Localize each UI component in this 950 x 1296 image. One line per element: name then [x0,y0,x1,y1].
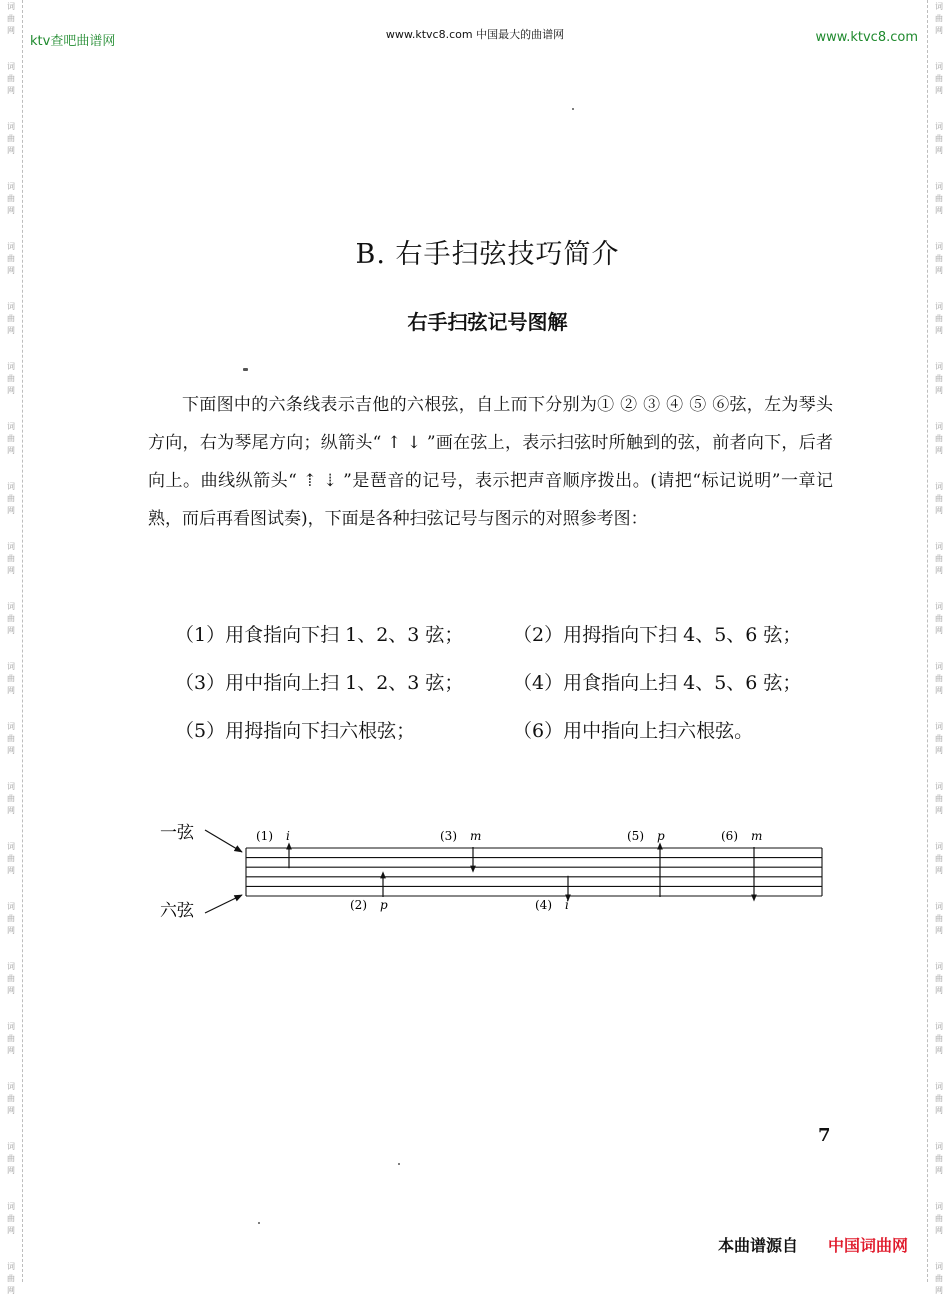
side-watermark-char: 曲 [7,494,15,503]
side-watermark-char: 网 [935,806,943,815]
side-watermark-char: 词 [935,62,943,71]
side-watermark-char: 词 [7,1082,15,1091]
side-watermark-char: 网 [7,866,15,875]
side-watermark-char: 词 [7,1202,15,1211]
label-sixth-string: 六弦 [160,901,194,921]
side-watermark-char: 曲 [935,374,943,383]
side-watermark-char: 词 [7,62,15,71]
side-watermark-char: 网 [7,1286,15,1295]
side-watermark-char: 词 [7,662,15,671]
side-watermark-char: 网 [7,566,15,575]
intro-paragraph: 下面图中的六条线表示吉他的六根弦，自上而下分别为① ② ③ ④ ⑤ ⑥弦，左为琴头方向，右为琴尾方向；纵箭头“ ↑ ↓ ”画在弦上，表示扫弦时所触到的弦，前者向下，后者向上。曲线纵箭头“ ⇡ ⇣ ”是琶音的记号，表示把声音顺序拨出。(请把“标记说明”一章记熟，而后再看图试奏)，下面是各种扫弦记号与图示的对照参考图： [148,395,833,529]
stroke-finger-label: i [565,898,569,912]
side-watermark-char: 曲 [935,494,943,503]
page-number: 7 [818,1125,831,1146]
side-watermark-char: 网 [935,626,943,635]
side-watermark-char: 曲 [7,614,15,623]
scan-speck [572,108,574,110]
side-watermark-char: 词 [7,722,15,731]
side-watermark-char: 曲 [7,974,15,983]
side-watermark-char: 词 [7,602,15,611]
side-watermark-char: 词 [7,242,15,251]
strum-diagram [150,820,840,930]
side-watermark-char: 网 [7,386,15,395]
side-watermark-char: 网 [7,446,15,455]
side-watermark-char: 曲 [935,1274,943,1283]
side-watermark-char: 网 [935,266,943,275]
side-watermark-char: 网 [935,566,943,575]
stroke-number-label: (1) [256,829,273,843]
side-watermark-char: 词 [935,362,943,371]
side-watermark-char: 网 [935,1046,943,1055]
side-watermark-char: 词 [935,122,943,131]
stroke-marks [256,829,762,912]
side-watermark-char: 词 [7,302,15,311]
side-watermark-char: 曲 [7,794,15,803]
stroke-finger-label: i [286,829,290,843]
side-watermark-char: 曲 [935,914,943,923]
side-watermark-char: 曲 [935,1034,943,1043]
stroke-number-label: (3) [440,829,457,843]
side-watermark-char: 曲 [7,1034,15,1043]
side-watermark-char: 网 [7,986,15,995]
side-watermark-char: 词 [7,122,15,131]
side-watermark-char: 词 [935,422,943,431]
side-watermark-char: 曲 [935,974,943,983]
stroke-finger-label: p [380,898,388,912]
side-watermark-char: 曲 [935,674,943,683]
side-watermark-char: 网 [935,1226,943,1235]
side-watermark-char: 网 [7,1226,15,1235]
stroke-finger-label: p [657,829,665,843]
section-subtitle: 右手扫弦记号图解 [407,310,568,334]
side-watermark-char: 曲 [935,734,943,743]
side-watermark-char: 网 [935,1286,943,1295]
side-watermark-char: 曲 [935,614,943,623]
stroke-finger-label: m [751,829,763,843]
side-watermark-char: 词 [935,782,943,791]
stroke-item-3: （3）用中指向上扫 1、2、3 弦； [175,672,464,694]
side-watermark-char: 词 [935,662,943,671]
string-lines [246,848,822,896]
header-right-site[interactable]: www.ktvc8.com [815,30,918,45]
side-watermark-char: 词 [7,542,15,551]
side-watermark-char: 网 [935,746,943,755]
footer-source-label: 本曲谱源自 [718,1236,799,1255]
intro-text [148,386,833,538]
side-watermark-char: 曲 [935,794,943,803]
side-watermark-char: 词 [935,1022,943,1031]
side-watermark-char: 网 [7,1166,15,1175]
side-watermark-char: 曲 [935,74,943,83]
side-watermark-char: 曲 [7,134,15,143]
scan-speck [398,1163,400,1165]
side-watermark-char: 词 [7,842,15,851]
side-watermark-char: 词 [7,362,15,371]
side-watermark-char: 曲 [7,74,15,83]
side-watermark-char: 曲 [7,194,15,203]
label-first-string: 一弦 [160,823,194,843]
side-watermark-char: 词 [935,902,943,911]
side-watermark-char: 网 [7,1106,15,1115]
side-watermark-char: 词 [7,1142,15,1151]
side-watermark-char: 词 [7,482,15,491]
side-watermark-char: 网 [935,866,943,875]
stroke-item-1: （1）用食指向下扫 1、2、3 弦； [175,624,464,646]
side-watermark-char: 网 [7,1046,15,1055]
side-watermark-char: 曲 [7,254,15,263]
scan-speck [243,368,248,371]
side-watermark-char: 曲 [7,374,15,383]
side-watermark-char: 词 [935,302,943,311]
side-watermark-char: 词 [935,542,943,551]
side-watermark-char: 曲 [935,854,943,863]
side-watermark-char: 词 [935,242,943,251]
side-watermark-char: 网 [7,506,15,515]
side-watermark-char: 词 [7,962,15,971]
side-watermark-char: 网 [935,986,943,995]
side-watermark-char: 词 [935,842,943,851]
side-watermark-char: 曲 [7,854,15,863]
side-watermark-char: 曲 [935,554,943,563]
side-watermark-char: 词 [7,182,15,191]
side-watermark-char: 网 [7,206,15,215]
side-watermark-char: 网 [7,146,15,155]
side-watermark-char: 曲 [7,554,15,563]
side-watermark-char: 网 [935,1166,943,1175]
side-watermark-char: 词 [7,1262,15,1271]
stroke-item-6: （6）用中指向上扫六根弦。 [513,720,754,742]
side-watermark-char: 曲 [935,14,943,23]
side-watermark-char: 曲 [935,254,943,263]
side-watermark-char: 词 [7,902,15,911]
side-watermark-char: 网 [935,86,943,95]
side-watermark-char: 曲 [7,914,15,923]
side-watermark-char: 词 [935,1082,943,1091]
side-watermark-char: 网 [7,266,15,275]
header-left-site[interactable]: ktv查吧曲谱网 [30,34,116,49]
side-watermark-char: 网 [7,86,15,95]
side-watermark-char: 词 [935,1262,943,1271]
side-watermark-char: 曲 [935,1094,943,1103]
side-watermark-char: 网 [935,926,943,935]
side-watermark-char: 词 [935,482,943,491]
side-watermark-char: 曲 [935,434,943,443]
side-watermark-char: 曲 [7,314,15,323]
side-watermark-char: 网 [7,686,15,695]
side-watermark-char: 网 [7,326,15,335]
side-watermark-char: 曲 [935,1154,943,1163]
side-watermark-char: 网 [7,926,15,935]
side-watermark-char: 曲 [7,14,15,23]
stroke-number-label: (6) [721,829,738,843]
side-watermark-char: 网 [935,386,943,395]
stroke-item-5: （5）用拇指向下扫六根弦； [175,720,416,742]
header-center-text: www.ktvc8.com 中国最大的曲谱网 [385,28,565,41]
side-watermark-char: 网 [935,146,943,155]
scan-speck [258,1222,260,1224]
side-watermark-char: 词 [935,2,943,11]
side-watermark-char: 网 [935,26,943,35]
side-watermark-char: 网 [7,806,15,815]
side-watermark-char: 曲 [7,1274,15,1283]
side-watermark-char: 词 [935,1142,943,1151]
side-watermark-char: 曲 [7,434,15,443]
side-watermark-char: 词 [935,962,943,971]
side-watermark-char: 词 [935,722,943,731]
stroke-number-label: (2) [350,898,367,912]
side-watermark-char: 网 [7,626,15,635]
footer-source-site[interactable]: 中国词曲网 [828,1236,909,1255]
side-watermark-char: 网 [7,746,15,755]
side-watermark-char: 网 [935,1106,943,1115]
side-watermark-char: 网 [935,506,943,515]
side-watermark-char: 词 [935,602,943,611]
side-watermark-char: 网 [935,446,943,455]
side-watermark-char: 曲 [935,134,943,143]
side-watermark-char: 曲 [7,1094,15,1103]
stroke-finger-label: m [470,829,482,843]
side-watermark-char: 曲 [935,1214,943,1223]
pointer-sixth-string [205,895,242,913]
stroke-item-4: （4）用食指向上扫 4、5、6 弦； [513,672,802,694]
side-watermark-char: 词 [935,182,943,191]
side-watermark-char: 曲 [935,314,943,323]
stroke-number-label: (4) [535,898,552,912]
side-watermark-char: 曲 [7,1154,15,1163]
side-watermark-char: 网 [7,26,15,35]
stroke-item-2: （2）用拇指向下扫 4、5、6 弦； [513,624,802,646]
pointer-first-string [205,830,242,852]
side-watermark-char: 网 [935,206,943,215]
side-watermark-char: 曲 [7,1214,15,1223]
side-watermark-char: 曲 [935,194,943,203]
left-watermark-strip [0,0,23,1295]
side-watermark-char: 词 [7,2,15,11]
side-watermark-char: 词 [7,782,15,791]
side-watermark-char: 词 [7,422,15,431]
right-watermark-strip [927,0,950,1295]
side-watermark-char: 曲 [7,674,15,683]
side-watermark-char: 网 [935,686,943,695]
side-watermark-char: 网 [935,326,943,335]
section-title: B. 右手扫弦技巧简介 [355,239,620,270]
side-watermark-char: 词 [935,1202,943,1211]
side-watermark-char: 词 [7,1022,15,1031]
side-watermark-char: 曲 [7,734,15,743]
stroke-number-label: (5) [627,829,644,843]
